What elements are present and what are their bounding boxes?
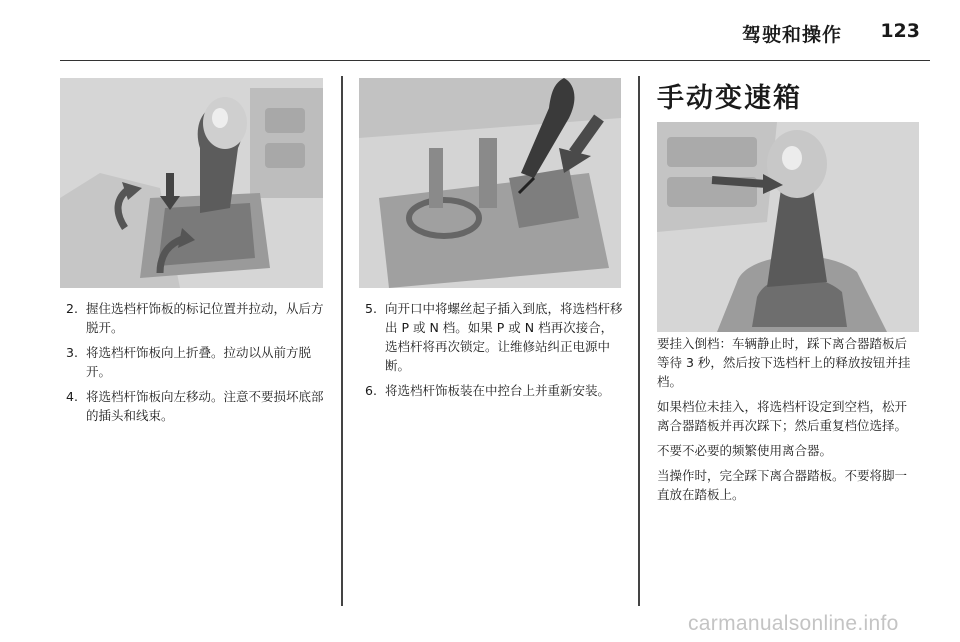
- step-text: 将选档杆饰板向上折叠。拉动以从前方脱开。: [86, 345, 312, 379]
- step-number: 2.: [66, 301, 78, 316]
- chapter-title: 驾驶和操作: [741, 24, 842, 46]
- steps-list-column2: [365, 299, 623, 406]
- gear-lever-trim-removal-illustration: [60, 78, 323, 288]
- step-text: 向开口中将螺丝起子插入到底，将选档杆移出 P 或 N 档。如果 P 或 N 档再次接合，选档杆将再次锁定。让维修站纠正电源中断。: [385, 301, 623, 373]
- step-text: 握住选档杆饰板的标记位置并拉动，从后方脱开。: [86, 301, 324, 335]
- manual-gear-lever-illustration: [657, 122, 919, 332]
- list-item: [66, 299, 324, 337]
- watermark: carmanualsonline.info: [688, 612, 899, 635]
- page-header: [60, 0, 930, 61]
- step-text: 将选档杆饰板装在中控台上并重新安装。: [385, 383, 611, 398]
- step-number: 5.: [365, 301, 377, 316]
- page-number: 123: [880, 20, 920, 42]
- list-item: [66, 343, 324, 381]
- list-item: [365, 299, 623, 375]
- steps-list-column1: [66, 299, 324, 431]
- list-item: [66, 387, 324, 425]
- paragraph: 当操作时，完全踩下离合器踏板。不要将脚一直放在踏板上。: [657, 468, 908, 502]
- step-number: 6.: [365, 383, 377, 398]
- manual-transmission-text: [657, 334, 919, 510]
- section-title: 手动变速箱: [657, 83, 802, 114]
- column-divider: [638, 76, 640, 606]
- paragraph: 不要不必要的频繁使用离合器。: [657, 443, 833, 458]
- step-text: 将选档杆饰板向左移动。注意不要损坏底部的插头和线束。: [86, 389, 324, 423]
- column-divider: [341, 76, 343, 606]
- step-number: 4.: [66, 389, 78, 404]
- paragraph: 如果档位未挂入，将选档杆设定到空档，松开离合器踏板并再次踩下；然后重复档位选择。: [657, 399, 908, 433]
- list-item: [365, 381, 623, 400]
- paragraph: 要挂入倒档：车辆静止时，踩下离合器踏板后等待 3 秒，然后按下选档杆上的释放按钮并挂档。: [657, 336, 911, 389]
- screwdriver-release-illustration: [359, 78, 621, 288]
- step-number: 3.: [66, 345, 78, 360]
